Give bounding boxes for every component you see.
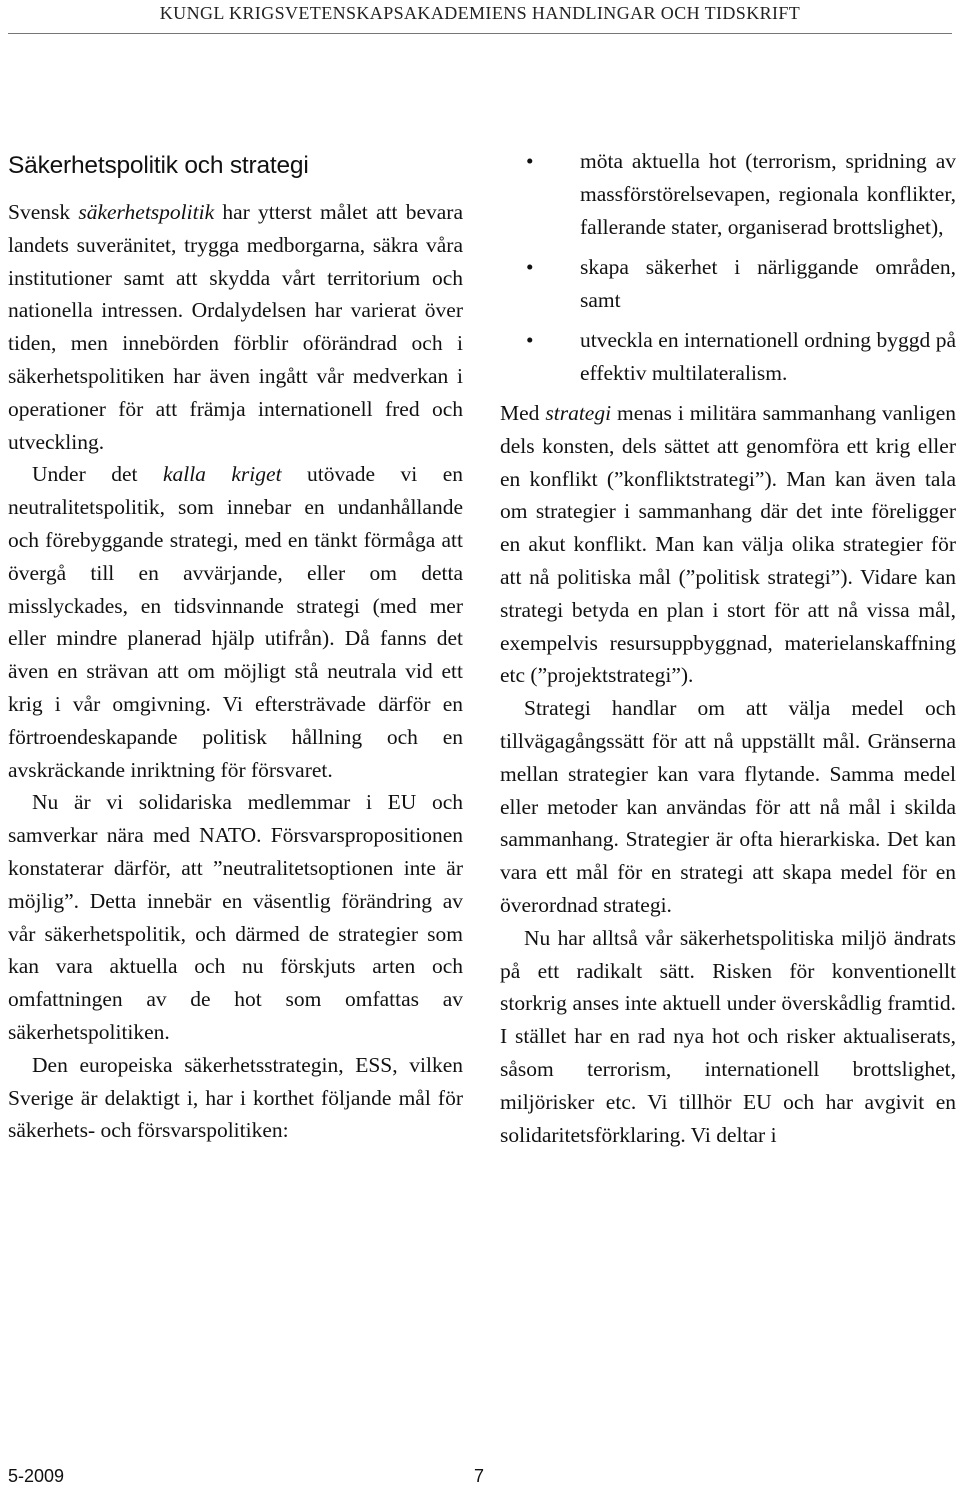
text-run: Med — [500, 401, 546, 425]
section-title: Säkerhetspolitik och strategi — [8, 152, 309, 179]
issue-number: 5-2009 — [8, 1466, 65, 1486]
page-number: 7 — [474, 1466, 485, 1486]
goal-list — [500, 145, 956, 390]
paragraph-7: Nu har alltså vår säkerhetspolitiska miljö ändrats på ett radikalt sätt. Risken för konventionellt storkrig anses inte aktuell under överskådlig framtid. I stället har en rad nya hot och risker aktualiserats, såsom terrorism, internationell brottslighet, miljörisker etc. Vi tillhör EU och har avgivit en solidaritetsförklaring. Vi deltar i — [500, 925, 956, 1147]
text-run: utövade vi en neutralitetspolitik, som innebar en undanhållande och förebyggande strategi, med en tänkt förmåga att övergå till en avvärjande, eller om detta misslyckades, en tidsvinnande strategi (med mer eller mindre planerad hjälp utifrån). Då fanns det även en strävan att om möjligt stå neutrala vid ett krig i vår omgivning. Vi eftersträvade därför en förtroendeskapande politisk hållning och en avskräckande inriktning för försvaret. — [8, 462, 464, 782]
text-run: Svensk — [8, 200, 79, 224]
header-rule — [8, 33, 952, 34]
emphasis: kalla kriget — [162, 462, 282, 487]
bullet: • — [526, 328, 534, 352]
paragraph-6: Strategi handlar om att välja medel och tillvägagångssätt för att nå uppställt mål. Gränserna mellan strategier kan vara flytande. Samma medel eller metoder kan användas för att nå mål i skilda sammanhang. Strategier är ofta hierarkiska. Det kan vara ett mål för en strategi att skapa medel för en överordnad strategi. — [500, 696, 956, 917]
text-run: Under det — [32, 462, 163, 487]
paragraph-2 — [8, 458, 463, 786]
text-run: har ytterst målet att bevara landets suveränitet, trygga medborgarna, säkra våra institutioner samt att skydda vårt territorium och nationella intressen. Ordalydelsen har varierat över tiden, men innebörden förblir oförändrad och i säkerhetspolitiken har även ingått vår medverkan i operationer för att främja internationell fred och utveckling. — [8, 200, 463, 454]
list-item-text: möta aktuella hot (terrorism, spridning av massförstörelsevapen, regionala konflikter, fallerande stater, organiserad brottslighet), — [580, 149, 956, 239]
bullet: • — [526, 149, 534, 173]
emphasis: strategi — [545, 401, 612, 425]
list-item — [500, 324, 956, 390]
right-column — [500, 145, 956, 1151]
paragraph-3: Nu är vi solidariska medlemmar i EU och samverkar nära med NATO. Försvarspropositionen konstaterar därför, att ”neutralitetsoptionen inte är möjlig”. Detta innebär en väsentlig förändring av vår säkerhetspolitik, och därmed de strategier som kan vara aktuella och nu förskjuts arten och omfattningen av de hot som omfattas av säkerhetspolitiken. — [8, 790, 463, 1044]
list-item — [500, 251, 956, 317]
list-item — [500, 145, 956, 244]
text-run: menas i militära sammanhang vanligen dels konsten, dels sättet att genomföra ett krig eller en konflikt (”konfliktstrategi”). Man kan även tala om strategier i sammanhang där det inte föreligger en akut konflikt. Man kan välja olika strategier för att nå politiska mål (”politisk strategi”). Vidare kan strategi betyda en plan i stort för att nå vissa mål, exempelvis resursuppbyggnad, materielanskaffning etc (”projektstrategi”). — [500, 401, 956, 688]
list-item-text: utveckla en internationell ordning byggd på effektiv multilateralism. — [580, 328, 956, 385]
emphasis: säkerhetspolitik — [78, 200, 215, 224]
running-header: KUNGL KRIGSVETENSKAPSAKADEMIENS HANDLINGAR OCH TIDSKRIFT — [159, 3, 801, 23]
list-item-text: skapa säkerhet i närliggande områden, samt — [580, 255, 956, 312]
paragraph-1 — [8, 196, 463, 458]
paragraph-5 — [500, 397, 956, 692]
paragraph-4: Den europeiska säkerhetsstrategin, ESS, vilken Sverige är delaktigt i, har i korthet följande mål för säkerhets- och försvarspolitiken: — [8, 1052, 463, 1143]
bullet: • — [526, 255, 534, 279]
left-column — [8, 150, 463, 1147]
